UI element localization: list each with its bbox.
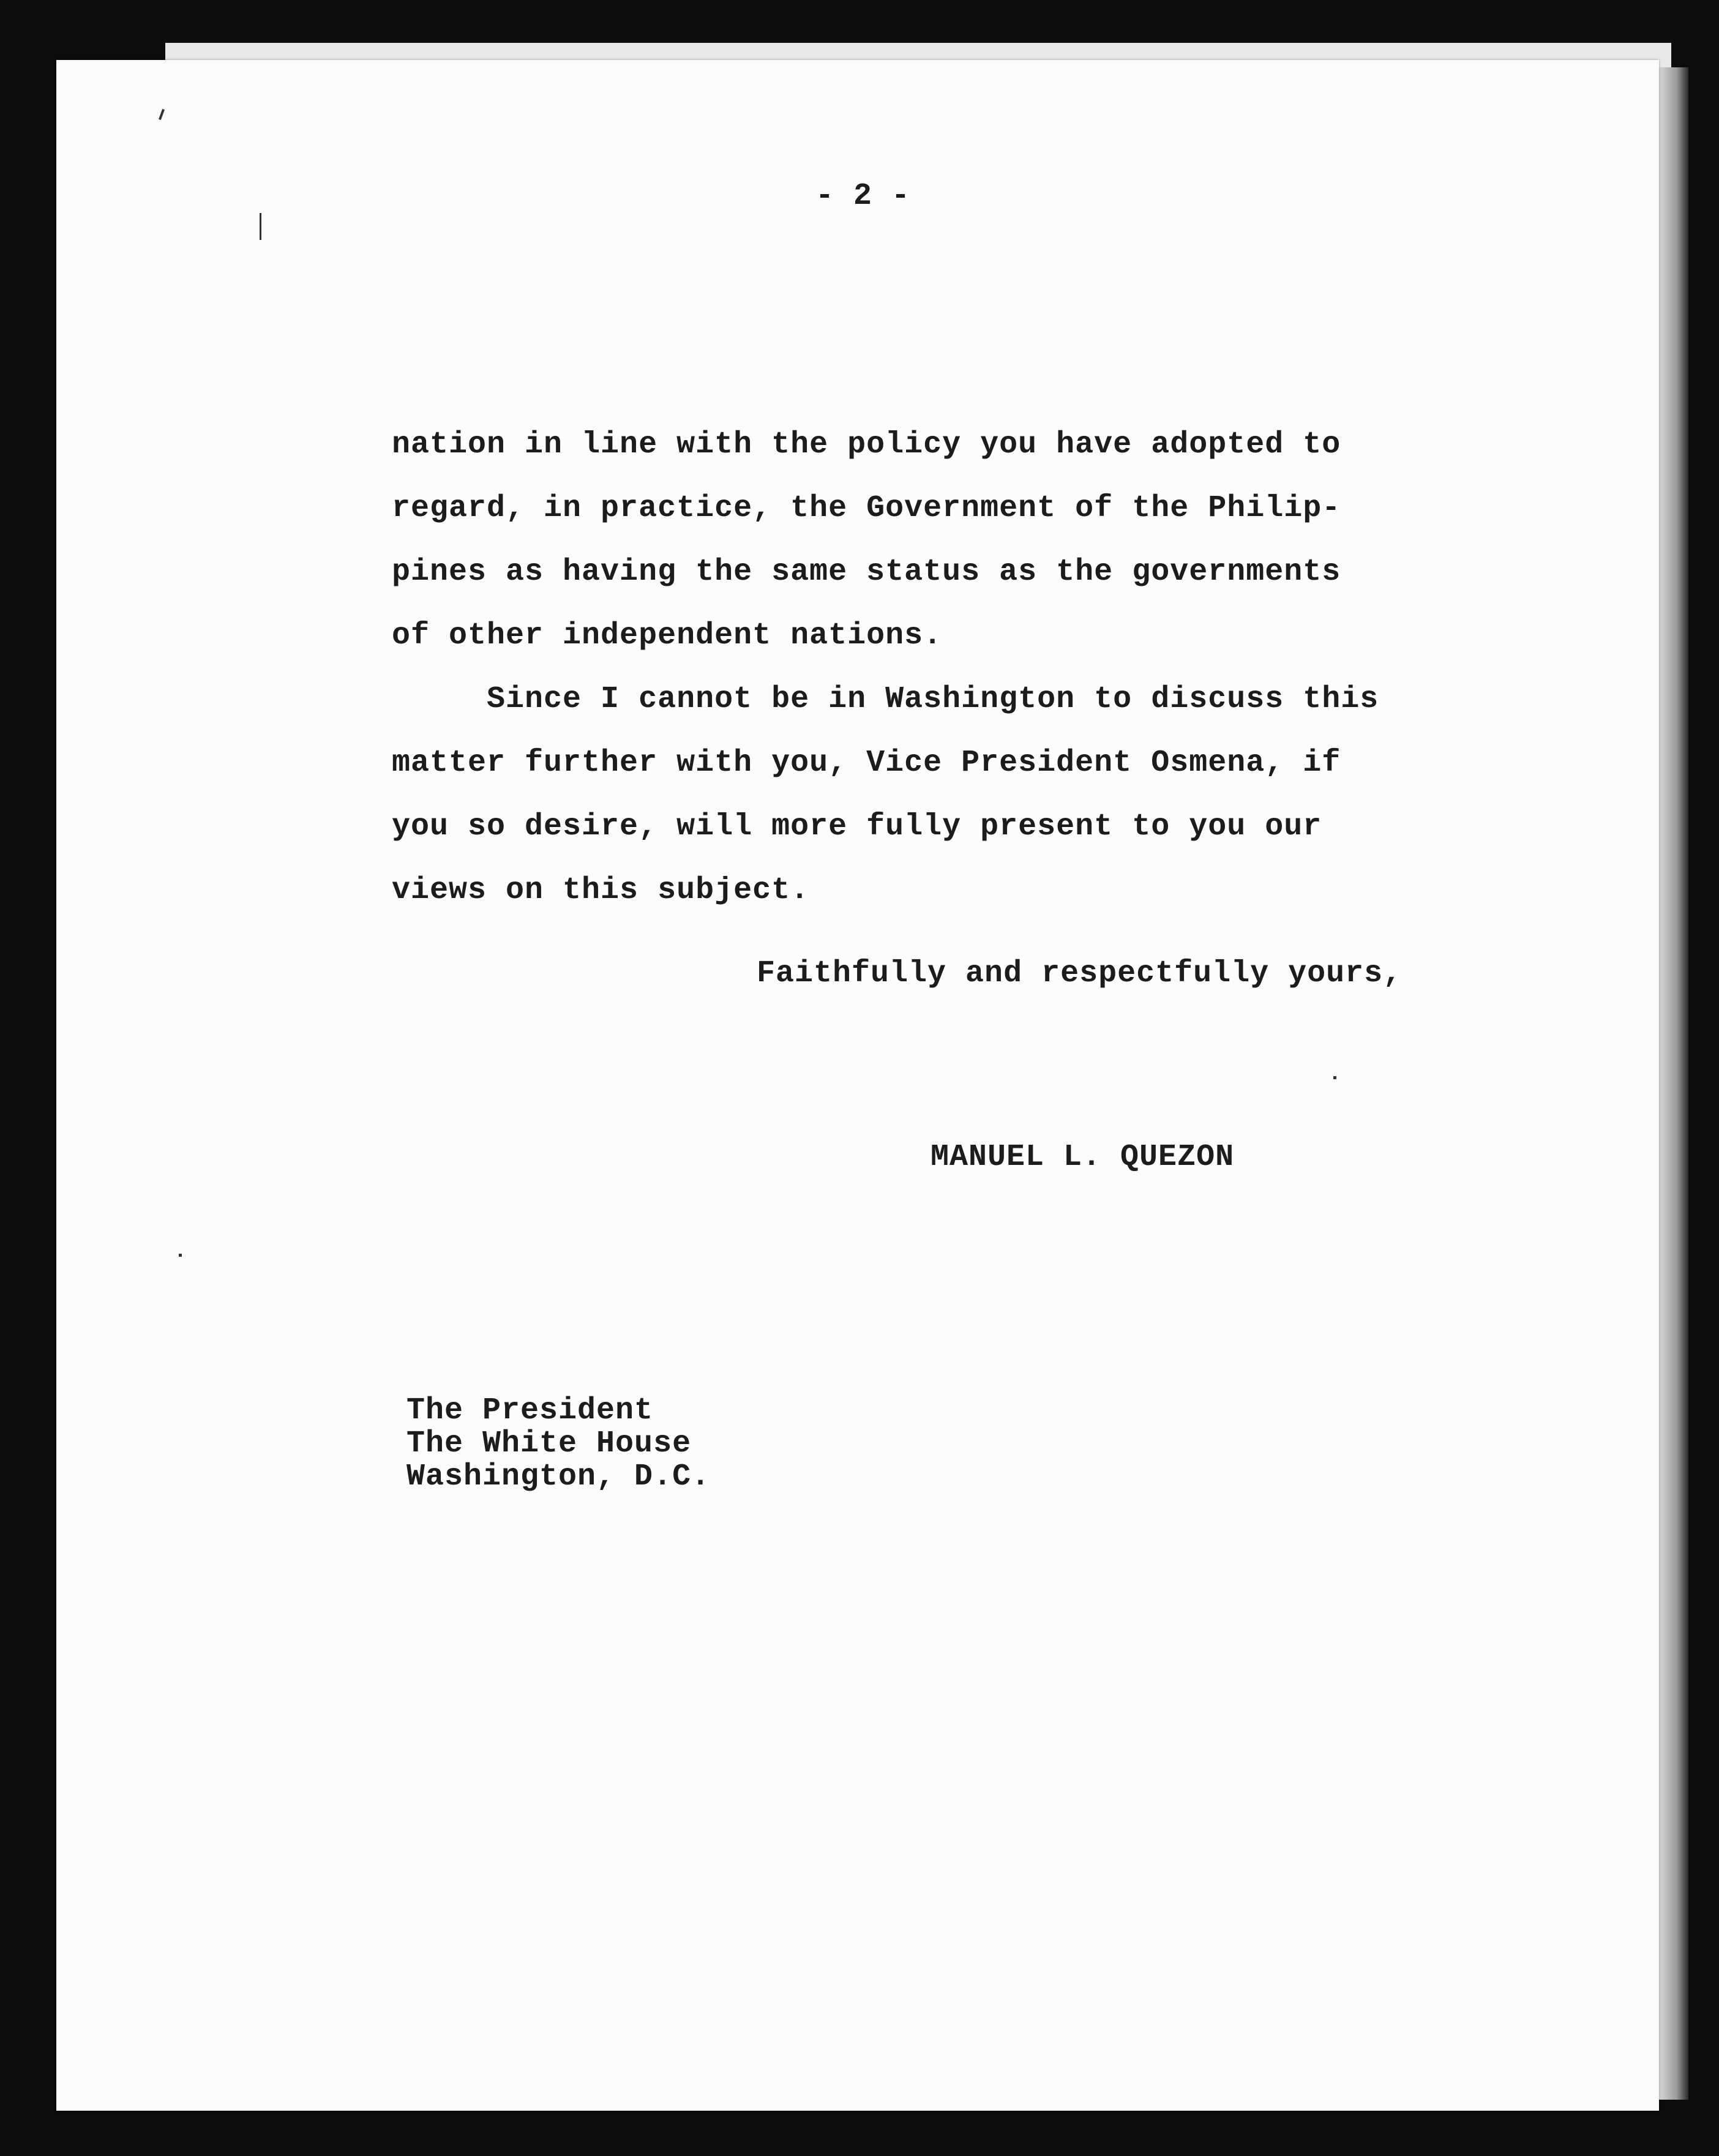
signature-name: MANUEL L. QUEZON — [931, 1140, 1235, 1175]
ink-speck — [179, 1254, 182, 1257]
body-line-5: Since I cannot be in Washington to discuss this — [392, 682, 1379, 717]
page-number: - 2 - — [815, 179, 911, 214]
body-line-6: matter further with you, Vice President Osmena, if — [392, 746, 1341, 780]
ink-speck — [1333, 1076, 1336, 1079]
address-line-1: The President — [406, 1393, 654, 1428]
complimentary-closing: Faithfully and respectfully yours, — [757, 956, 1403, 991]
ink-speck — [260, 213, 261, 240]
body-line-2: regard, in practice, the Government of the Philip- — [392, 491, 1341, 526]
body-line-3: pines as having the same status as the governments — [392, 555, 1341, 590]
body-line-8: views on this subject. — [392, 873, 810, 908]
address-line-2: The White House — [406, 1426, 692, 1461]
body-line-7: you so desire, will more fully present to you our — [392, 809, 1322, 844]
letter-sheet — [56, 60, 1659, 2111]
body-line-1: nation in line with the policy you have adopted to — [392, 427, 1341, 462]
body-line-4: of other independent nations. — [392, 618, 943, 653]
paper-stack-edge — [1659, 67, 1688, 2100]
address-line-3: Washington, D.C. — [406, 1459, 711, 1494]
